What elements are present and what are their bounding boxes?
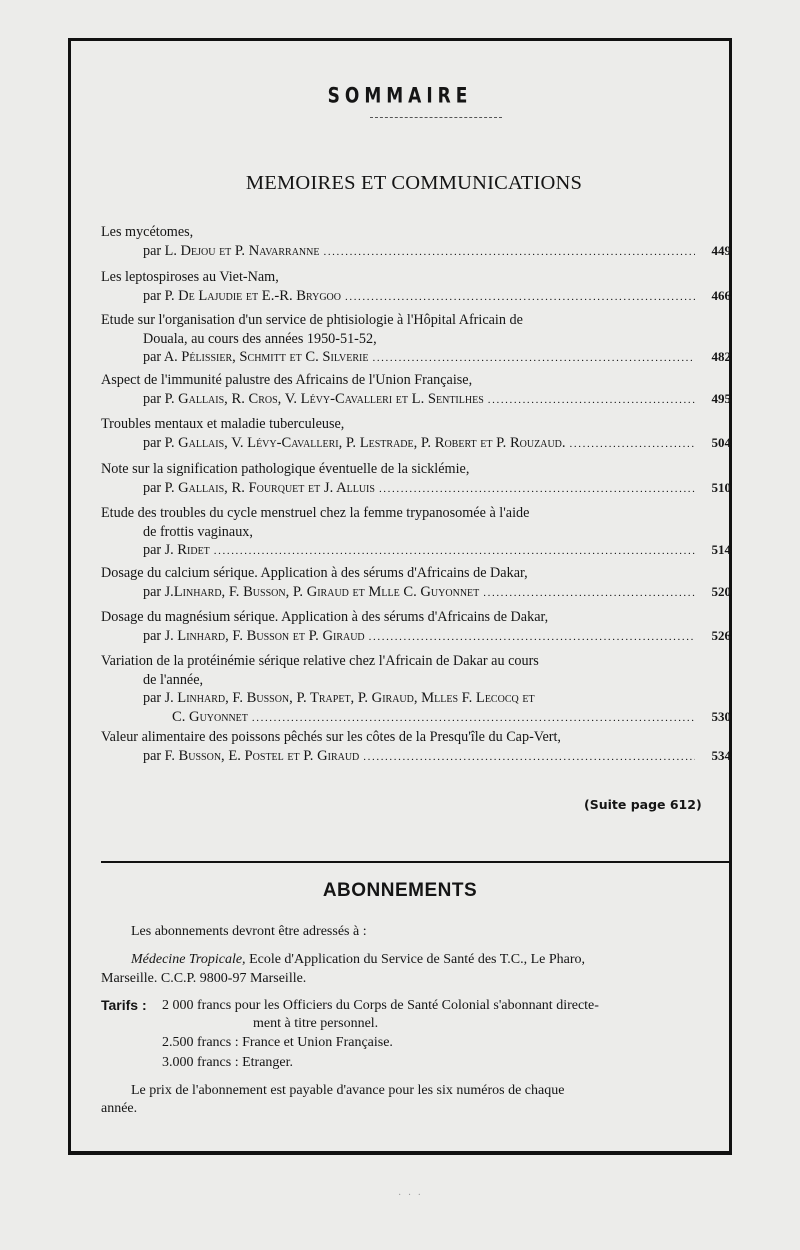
page-title: SOMMAIRE [327,83,473,109]
leader-dots [363,748,695,767]
authors-prefix: par P. [143,287,179,304]
authors [143,583,479,602]
toc-entry [101,564,731,601]
authors [172,708,248,727]
page-number: 482 [711,349,731,364]
authors-prefix: par F. [143,747,179,764]
toc-entry-authors-line [101,627,731,646]
page-number: 526 [711,627,731,643]
toc-entry-title: Dosage du calcium sérique. Application à des sérums d'Africains de Dakar, [101,565,528,581]
authors [143,434,566,453]
toc-entry-title: Douala, au cours des années 1950-51-52, [143,330,377,347]
leader-dots [379,480,695,499]
authors [143,348,368,367]
authors-prefix: par A. [143,349,182,365]
subscriptions-title: ABONNEMENTS [322,880,478,901]
authors-names: Linhard, F. Busson, P. Giraud et Mlle C. Guyonnet [173,583,480,600]
leader-dots [372,349,695,368]
toc-entry-title: de frottis vaginaux, [143,523,253,540]
toc-entry-authors-line [101,479,731,498]
toc-entry-title: Troubles mentaux et maladie tuberculeuse, [101,416,345,432]
toc-entry-authors-line [101,242,731,261]
leader-dots [252,709,695,728]
toc-entry [101,371,731,408]
authors-names: De Lajudie et E.-R. Brygoo [178,287,341,304]
page-number: 530 [711,708,731,724]
leader-dots [483,584,695,603]
toc-entry-authors-line [101,747,731,766]
authors-names: Gallais, R. Cros, V. Lévy-Cavalleri et L. Sentilhes [178,390,484,407]
toc-entry-authors-line [101,390,731,409]
page-number: 449 [711,242,731,258]
toc-entry [101,415,731,452]
toc-entry-title: Variation de la protéinémie sérique relative chez l'Africain de Dakar au cours [101,653,539,669]
toc-entry-title: Les leptospiroses au Viet-Nam, [101,269,279,285]
authors [143,242,319,261]
authors-prefix: par P. [143,390,179,407]
tarifs-label: Tarifs : [101,997,147,1013]
tarif-officers: 2 000 francs pour les Officiers du Corps de Santé Colonial s'abonnant directe- [162,998,599,1013]
tarif-foreign: 3.000 francs : Etranger. [162,1055,294,1070]
toc-entry-title: Valeur alimentaire des poissons pêchés sur les côtes de la Presqu'île du Cap-Vert, [101,729,561,745]
toc-entry-authors-line [101,434,731,453]
leader-dots [369,628,695,647]
page-number: 534 [711,747,731,763]
authors-prefix: par J. [143,690,178,706]
toc-entry-authors-line [101,287,731,306]
authors [143,479,375,498]
page-number: 514 [711,542,731,557]
leader-dots [214,542,695,561]
tarif-officers-cont: ment à titre personnel. [253,1016,379,1031]
page-number: 520 [711,583,731,599]
toc-entry-title: Dosage du magnésium sérique. Application à des sérums d'Africains de Dakar, [101,609,549,625]
authors [143,390,484,409]
authors [143,747,359,766]
toc-entry [101,652,731,726]
journal-address [131,950,731,969]
authors-prefix: par J. [143,583,174,600]
toc-entry [101,268,731,305]
authors-names: Linhard, F. Busson, P. Trapet, P. Giraud, Mlles F. Lecocq et [177,690,535,706]
leader-dots [570,435,695,454]
authors-names-cont: C. Guyonnet [172,708,248,725]
authors-names: Dejou et P. Navarranne [180,242,320,259]
authors [143,627,365,646]
toc-entry-title: Note sur la signification pathologique éventuelle de la sicklémie, [101,461,470,477]
authors-names: Gallais, R. Fourquet et J. Alluis [178,479,375,496]
toc-entry [101,311,731,367]
authors-prefix: par L. [143,242,181,259]
page-number: 495 [711,390,731,406]
price-note-line-2: année. [101,1101,138,1116]
toc-entry-title: Etude des troubles du cycle menstruel chez la femme trypanosomée à l'aide [101,505,530,521]
toc-entry-title: Les mycétomes, [101,224,194,240]
authors-names: Ridet [177,542,210,558]
title-underline [370,117,502,118]
print-artifact: · · · [398,1190,423,1201]
page-number: 466 [711,287,731,303]
toc-entry [101,460,731,497]
page-number: 504 [711,434,731,450]
leader-dots [488,391,695,410]
toc-entry-authors [101,689,731,708]
toc-entry-title: Aspect de l'immunité palustre des Africains de l'Union Française, [101,372,473,388]
leader-dots [323,243,695,262]
section-divider [101,861,732,863]
journal-name: Médecine Tropicale, [131,952,246,967]
authors-names: Busson, E. Postel et P. Giraud [178,747,360,764]
toc-entry-authors-line [101,541,731,560]
toc-entry [101,223,731,260]
authors-prefix: par J. [143,627,178,644]
continued-note: (Suite page 612) [584,797,702,812]
authors-names: Gallais, V. Lévy-Cavalleri, P. Lestrade, P. Robert et P. Rouzaud. [178,434,566,451]
address-line-2: Marseille. C.C.P. 9800-97 Marseille. [101,971,307,986]
toc-entry [101,728,731,765]
toc-entry-authors-line [101,348,731,367]
subscriptions-intro: Les abonnements devront être adressés à : [131,924,367,939]
toc-entry-authors-line [101,708,731,727]
section-title: MEMOIRES ET COMMUNICATIONS [245,172,583,194]
toc-entry-authors-line [101,583,731,602]
authors-names: Pélissier, Schmitt et C. Silverie [181,349,369,365]
toc-entry-title: de l'année, [143,671,204,688]
toc-entry [101,504,731,560]
authors-prefix: par P. [143,434,179,451]
page-number: 510 [711,479,731,495]
authors-prefix: par P. [143,479,179,496]
leader-dots [345,288,695,307]
authors-names: Linhard, F. Busson et P. Giraud [177,627,365,644]
price-note-line-1: Le prix de l'abonnement est payable d'avance pour les six numéros de chaque [131,1083,565,1098]
authors [143,287,341,306]
toc-entry [101,608,731,645]
toc-entry-title: Etude sur l'organisation d'un service de phtisiologie à l'Hôpital Africain de [101,312,523,328]
address-line-1: Ecole d'Application du Service de Santé des T.C., Le Pharo, [245,952,586,967]
authors-prefix: par J. [143,542,178,558]
authors [143,541,210,560]
tarif-france: 2.500 francs : France et Union Française. [162,1035,393,1050]
